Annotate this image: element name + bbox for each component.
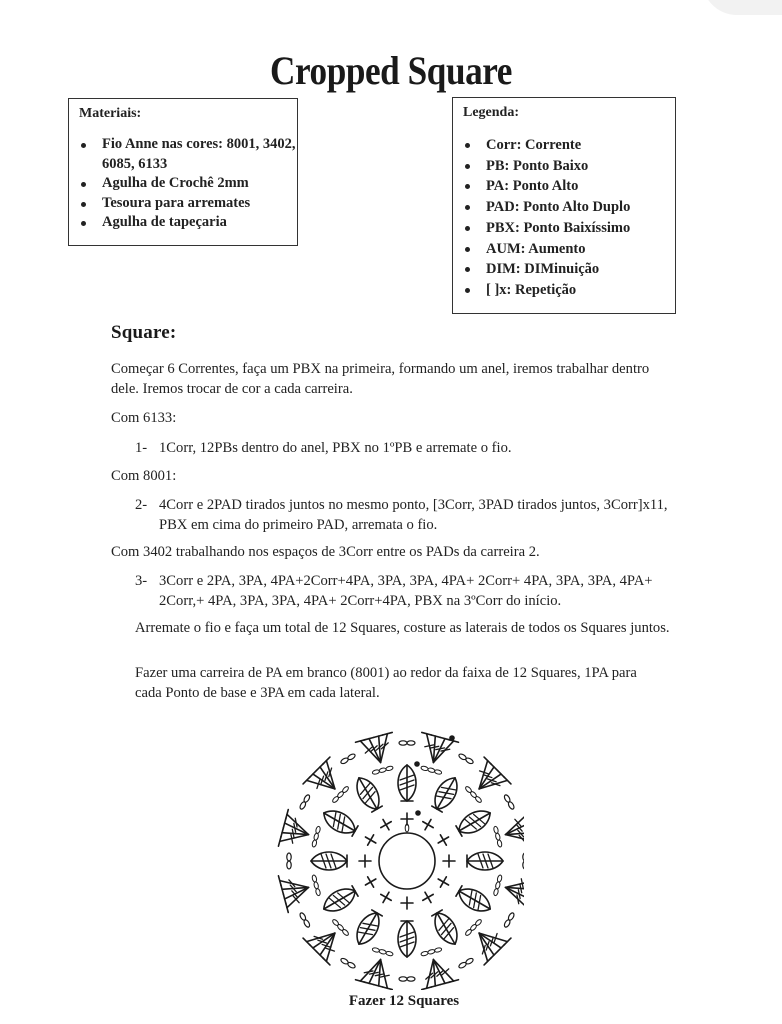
chain-stitch xyxy=(299,912,307,921)
materials-item: Agulha de Crochê 2mm xyxy=(69,174,297,194)
single-crochet-mark xyxy=(378,816,394,832)
single-crochet-mark xyxy=(401,897,413,909)
cluster-hatch xyxy=(358,783,373,794)
cross-arm xyxy=(365,879,375,885)
chain-stitch xyxy=(493,826,499,834)
legend-item: PBX: Ponto Baixíssimo xyxy=(453,218,675,239)
treble-cluster xyxy=(311,852,347,870)
chain-stitch xyxy=(470,791,478,799)
chain-stitch xyxy=(493,888,499,896)
cluster-hatch xyxy=(436,919,451,930)
legend-item: PA: Ponto Alto xyxy=(453,176,675,197)
page-corner-decoration xyxy=(702,0,782,15)
cluster-stroke xyxy=(467,861,503,870)
chain-stitch xyxy=(470,924,478,932)
chain-stitch xyxy=(337,791,345,799)
chain-stitch xyxy=(458,961,467,969)
chain-stitch xyxy=(287,861,291,869)
chain-stitch xyxy=(474,919,482,927)
cross-arm xyxy=(365,837,375,843)
chain-stitch xyxy=(313,881,319,889)
chain-stitch xyxy=(497,875,503,883)
legend-item: [ ]x: Repetição xyxy=(453,280,675,301)
chain-pair xyxy=(503,912,515,928)
legend-list xyxy=(453,135,675,301)
single-crochet-mark xyxy=(362,832,378,848)
treble-cluster xyxy=(454,805,494,839)
treble-cluster xyxy=(351,773,385,813)
legend-item: PB: Ponto Baixo xyxy=(453,156,675,177)
double-crochet-fan xyxy=(356,955,399,990)
double-crochet-fan xyxy=(415,955,458,990)
double-crochet-fan xyxy=(278,810,313,853)
step-number: 3- xyxy=(135,573,148,589)
chain-stitch xyxy=(303,794,311,803)
double-crochet-fan xyxy=(278,869,313,912)
chain-loop-group xyxy=(493,826,502,848)
chain-stitch xyxy=(421,766,429,772)
single-crochet-mark xyxy=(378,889,394,905)
chain-stitch xyxy=(495,833,501,841)
single-crochet-mark xyxy=(435,874,451,890)
chain-stitch xyxy=(332,796,340,804)
chain-stitch xyxy=(427,949,435,955)
page-title: Cropped Square xyxy=(270,47,512,93)
cross-arm xyxy=(383,892,389,902)
chain-stitch xyxy=(313,833,319,841)
treble-cluster xyxy=(351,908,385,948)
chain-pair xyxy=(503,794,515,810)
chain-stitch xyxy=(465,928,473,936)
chain-stitch xyxy=(315,888,321,896)
step-number: 2- xyxy=(135,497,148,513)
legend-box xyxy=(452,97,676,314)
single-crochet-mark xyxy=(359,855,371,867)
cross-arm xyxy=(425,892,431,902)
treble-cluster xyxy=(454,883,494,917)
color-label-6133: Com 6133: xyxy=(111,410,177,426)
materials-item: Fio Anne nas cores: 8001, 3402, 6085, 6133 xyxy=(69,135,297,174)
step-text: 4Corr e 2PAD tirados juntos no mesmo ponto, [3Corr, 3PAD tirados juntos, 3Corr]x11, PBX em cima do primeiro PAD, arremata o fio. xyxy=(159,497,668,533)
chain-stitch xyxy=(315,826,321,834)
treble-cluster xyxy=(429,908,463,948)
cluster-hatch xyxy=(360,787,375,798)
cluster-stroke xyxy=(351,778,377,814)
single-crochet-mark xyxy=(443,855,455,867)
chain-stitch xyxy=(332,919,340,927)
crochet-chart-diagram xyxy=(274,728,524,990)
chain-stitch xyxy=(342,786,350,794)
chain-loop-group xyxy=(312,875,321,897)
chain-stitch xyxy=(385,951,393,957)
step-text: 3Corr e 2PA, 3PA, 4PA+2Corr+4PA, 3PA, 3PA, 4PA+ 2Corr+ 4PA, 3PA, 3PA, 4PA+ 2Corr,+ 4PA, 3PA, 3PA, 4PA+ 2Corr+4PA, PBX na 3ºCorr do início. xyxy=(159,573,653,609)
cluster-hatch xyxy=(439,923,454,934)
step-text: 1Corr, 12PBs dentro do anel, PBX no 1ºPB e arremate o fio. xyxy=(159,440,512,456)
chain-stitch xyxy=(312,839,318,847)
chain-loop-group xyxy=(421,766,443,775)
cluster-hatch xyxy=(469,814,480,829)
start-dot xyxy=(449,735,455,741)
cluster-stroke xyxy=(324,891,360,917)
color-label-3402: Com 3402 trabalhando nos espaços de 3Corr entre os PADs da carreira 2. xyxy=(111,544,540,560)
cluster-stroke xyxy=(429,773,455,809)
chain-pair xyxy=(399,741,415,745)
chain-stitch xyxy=(495,881,501,889)
cross-arm xyxy=(383,819,389,829)
chain-stitch xyxy=(342,928,350,936)
cluster-stroke xyxy=(437,778,463,814)
square-heading: Square: xyxy=(111,322,177,343)
cluster-stroke xyxy=(359,913,385,949)
cross-arm xyxy=(438,837,448,843)
cluster-stroke xyxy=(454,891,490,917)
chain-stitch xyxy=(497,839,503,847)
cluster-stroke xyxy=(398,921,407,957)
legend-item: PAD: Ponto Alto Duplo xyxy=(453,197,675,218)
materials-heading: Materiais: xyxy=(79,106,142,121)
cluster-hatch xyxy=(363,792,378,803)
chain-stitch xyxy=(503,919,511,928)
chain-stitch xyxy=(407,741,415,745)
chain-pair xyxy=(340,753,356,765)
chain-pair xyxy=(458,957,474,969)
chain-stitch xyxy=(347,753,356,761)
materials-item: Tesoura para arremates xyxy=(69,194,297,214)
chain-pair xyxy=(399,977,415,981)
chain-stitch xyxy=(379,949,387,955)
step-number: 1- xyxy=(135,440,148,456)
cluster-stroke xyxy=(319,813,355,839)
chain-stitch xyxy=(427,767,435,773)
chain-stitch xyxy=(399,977,407,981)
chain-pair xyxy=(287,853,291,869)
single-crochet-mark xyxy=(401,813,413,825)
chain-stitch xyxy=(407,977,415,981)
chain-stitch xyxy=(379,767,387,773)
chain-pair xyxy=(458,753,474,765)
cluster-hatch xyxy=(333,893,344,908)
chain-stitch xyxy=(385,766,393,772)
cluster-stroke xyxy=(324,805,360,831)
step-2 xyxy=(135,496,695,536)
single-crochet-mark xyxy=(420,889,436,905)
chain-stitch xyxy=(372,769,380,775)
color-label-8001: Com 8001: xyxy=(111,468,177,484)
chain-stitch xyxy=(340,957,349,965)
cluster-hatch xyxy=(441,928,456,939)
cluster-hatch xyxy=(338,890,349,905)
chain-loop-group xyxy=(372,766,394,775)
chain-pair xyxy=(299,794,311,810)
step-3 xyxy=(135,572,695,612)
double-crochet-fan xyxy=(501,869,524,912)
cluster-hatch xyxy=(474,812,485,827)
cross-arm xyxy=(438,879,448,885)
chain-stitch xyxy=(434,947,442,953)
cluster-stroke xyxy=(454,805,490,831)
materials-box xyxy=(68,98,298,246)
chain-stitch xyxy=(372,947,380,953)
chain-pair xyxy=(340,957,356,969)
treble-cluster xyxy=(319,883,359,917)
cluster-hatch xyxy=(329,895,340,910)
cluster-stroke xyxy=(407,765,416,801)
chain-stitch xyxy=(523,853,524,861)
single-crochet-mark xyxy=(420,816,436,832)
chain-loop-group xyxy=(421,947,443,956)
materials-list xyxy=(69,135,297,233)
chain-stitch xyxy=(399,741,407,745)
step-1 xyxy=(135,439,695,459)
start-dot xyxy=(414,761,420,767)
legend-item: AUM: Aumento xyxy=(453,239,675,260)
single-crochet-mark xyxy=(435,832,451,848)
chain-stitch xyxy=(312,875,318,883)
treble-cluster xyxy=(429,773,463,813)
treble-cluster xyxy=(398,921,416,957)
magic-ring xyxy=(379,833,435,889)
diagram-caption: Fazer 12 Squares xyxy=(348,993,460,1009)
legend-item: Corr: Corrente xyxy=(453,135,675,156)
chain-stitch xyxy=(474,796,482,804)
border-instructions: Fazer uma carreira de PA em branco (8001) ao redor da faixa de 12 Squares, 1PA para cada Ponto de base e 3PA em cada lateral. xyxy=(135,665,637,701)
chain-stitch xyxy=(337,924,345,932)
cluster-stroke xyxy=(351,908,377,944)
start-dot xyxy=(415,810,421,816)
finishing-instructions: Arremate o fio e faça um total de 12 Squares, costure as laterais de todos os Squares juntos. xyxy=(135,620,670,636)
chain-pair xyxy=(299,912,311,928)
cross-arm xyxy=(425,819,431,829)
chain-stitch xyxy=(434,769,442,775)
chain-stitch xyxy=(421,951,429,957)
chain-stitch xyxy=(523,861,524,869)
legend-item: DIM: DIMinuição xyxy=(453,259,675,280)
chain-stitch xyxy=(507,801,515,810)
chain-stitch xyxy=(287,853,291,861)
double-crochet-fan xyxy=(356,732,399,767)
cluster-hatch xyxy=(465,817,476,832)
legend-heading: Legenda: xyxy=(463,105,519,120)
treble-cluster xyxy=(467,852,503,870)
cluster-stroke xyxy=(437,908,463,944)
intro-paragraph: Começar 6 Correntes, faça um PBX na primeira, formando um anel, iremos trabalhar dentro dele. Iremos trocar de cor a cada carreira. xyxy=(111,361,650,397)
materials-item: Agulha de tapeçaria xyxy=(69,213,297,233)
single-crochet-mark xyxy=(362,874,378,890)
chain-loop-group xyxy=(493,875,502,897)
chain-loop-group xyxy=(372,947,394,956)
double-crochet-fan xyxy=(501,810,524,853)
chain-stitch xyxy=(465,757,474,765)
treble-cluster xyxy=(398,765,416,801)
cluster-stroke xyxy=(311,852,347,861)
cluster-stroke xyxy=(459,883,495,909)
treble-cluster xyxy=(319,805,359,839)
chain-pair xyxy=(523,853,524,869)
chain-loop-group xyxy=(312,826,321,848)
chain-stitch xyxy=(465,786,473,794)
